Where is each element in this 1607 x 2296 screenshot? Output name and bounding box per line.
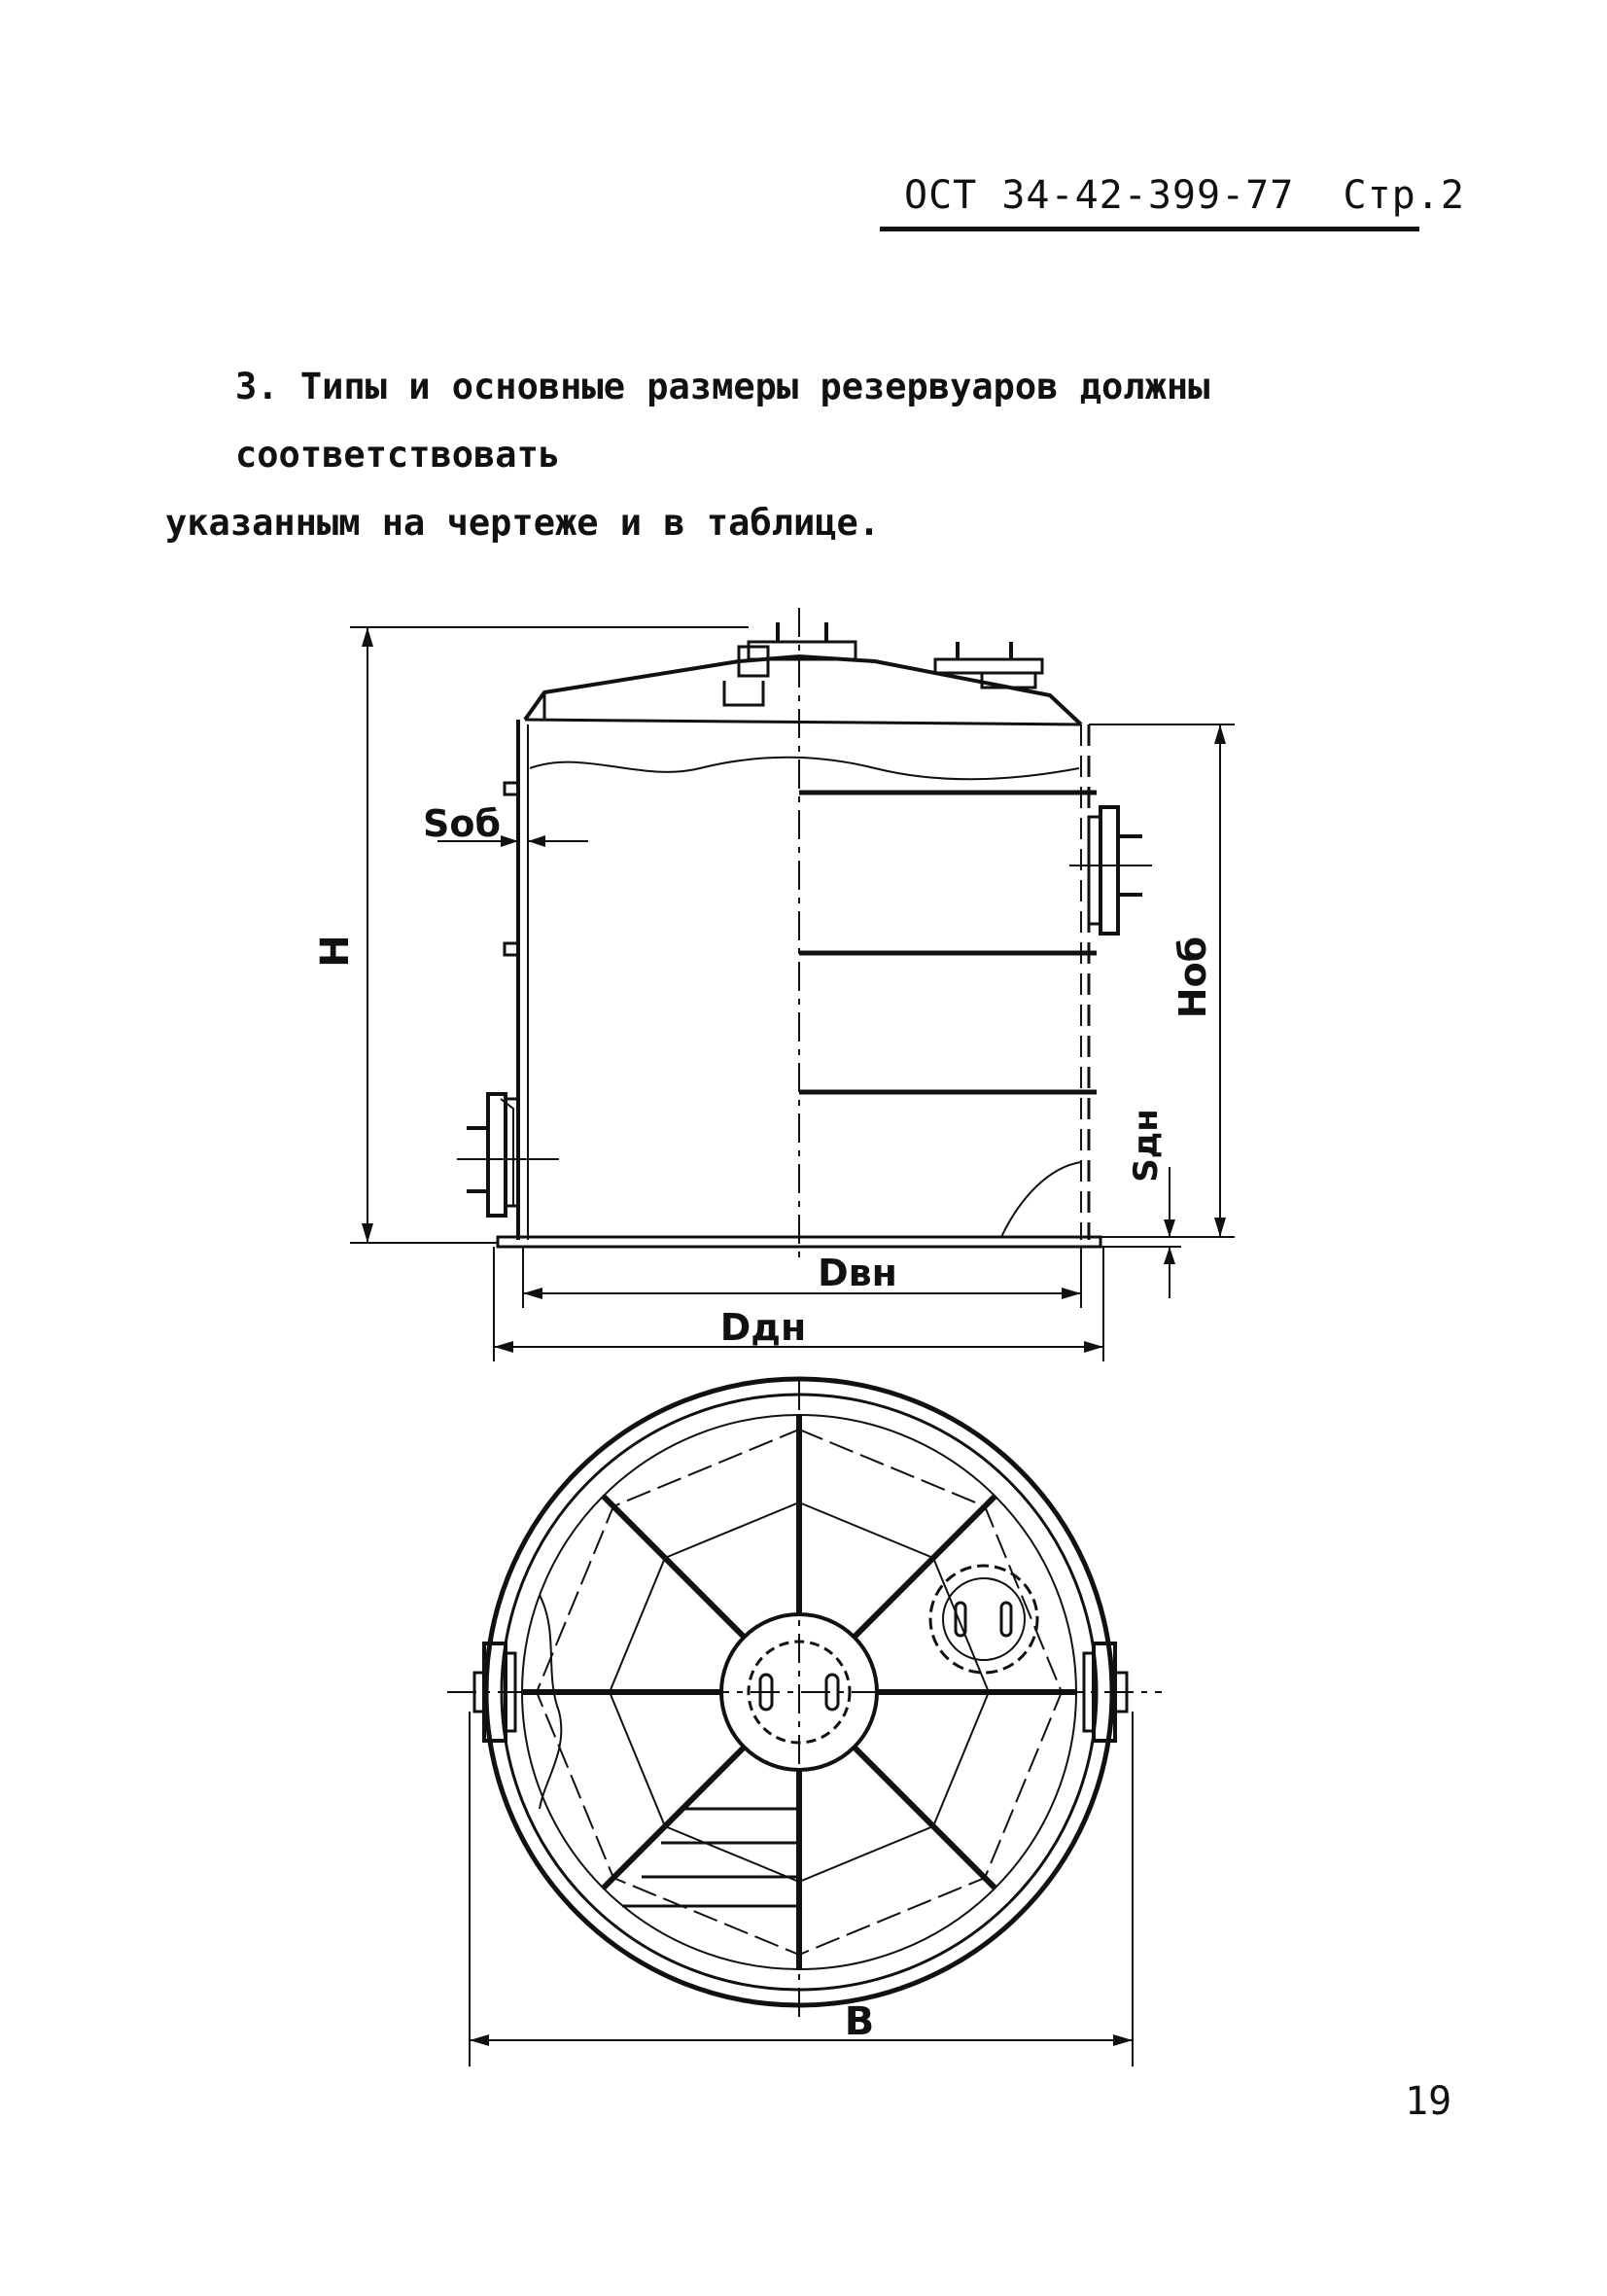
label-dvn: Dвн [818, 1252, 897, 1294]
label-h: H [313, 935, 358, 968]
label-b: B [844, 1999, 875, 2044]
dimension-dvn [523, 1247, 1081, 1308]
label-hob: Hоб [1171, 936, 1214, 1019]
label-ddn: Dдн [719, 1306, 807, 1349]
label-sob: Sоб [423, 802, 502, 845]
label-sdn: Sдн [1127, 1109, 1166, 1183]
dimension-sdn [1100, 1167, 1181, 1298]
page-number: 19 [1405, 2079, 1452, 2124]
standard-code: ОСТ 34-42-399-77 [904, 173, 1295, 218]
paragraph-line-2: указанным на чертеже и в таблице. [165, 502, 881, 544]
side-view [437, 608, 1152, 1259]
paragraph-line-1: 3. Типы и основные размеры резервуаров должны соответствовать [235, 366, 1210, 476]
page-label: Стр.2 [1343, 173, 1465, 218]
plan-view [447, 1379, 1162, 2023]
